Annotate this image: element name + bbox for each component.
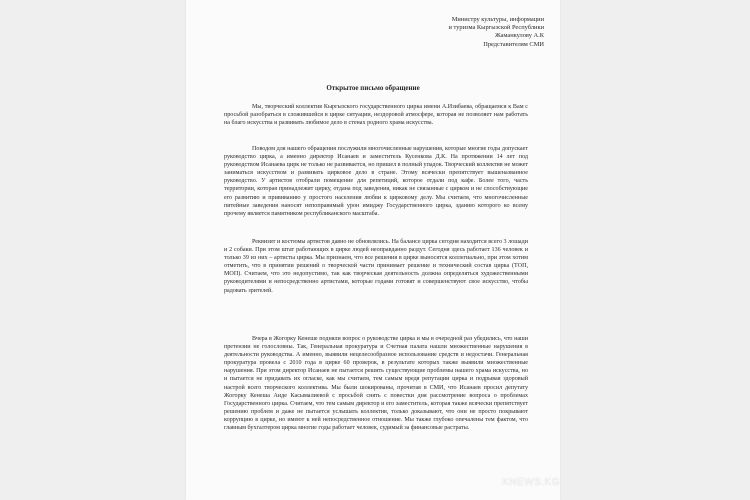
letter-title: Открытое письмо обращение [326,84,420,92]
letter-paragraph: Вчера в Жогорку Кенеше подняли вопрос о руководстве цирка и мы в очередной раз убедились, что наши претензии не голословны. Так, Генеральная прокуратура и Счетная палата нашли множественные нарушения в деятельности руководства. А именно, выявили нецелесообразное использование средств и недостачи. Генеральная прокуратура провела с 2010 года в цирке 60 проверок, в результате которых также выявили множественные нарушения. При этом директор Исанаев не пытается решить существующие проблемы нашего храма искусства, но и пытается не придавать их огласке, как мы считаем, тем самым вредя репутации цирка и подрывая здоровый настрой всего творческого коллектива. Мы были шокированы, прочитав в СМИ, что Исанаев просил депутату Жогорку Кенеша Аиде Касымалиевой с просьбой снять с повестки дня рассмотрение вопроса о проблемах Государственного цирка. Считаем, что тем самым директор и его заместитель, которая также всячески препятствует решению проблем и даже не пытается услышать коллектив, только доказывают, что они не просто покрывают коррупцию в цирке, но имеют к ней непосредственное отношение. Мы также глубоко опечалены тем фактом, что главным бухгалтером цирка многие годы работает человек, судимый за финансовые растраты. [224,336,528,432]
addressee-line: Министру культуры, информации [451,16,544,23]
letter-page [186,0,560,500]
addressee-line: Жаманкулову А.К [494,32,544,40]
addressee-block [394,16,544,49]
letter-paragraph: Реквизит и костюмы артистов давно не обновлялись. На балансе цирка сегодня находится всего 3 лошади и 2 собаки. При этом штат работающих в цирке людей неоправданно раздут. Сегодня здесь работает 136 человек и только 39 из них – артисты цирка. Мы признаем, что все решения в цирке выносятся коллегиально, при этом хотим отметить, что в принятии решений о творческой части принимает решение и технический состав цирка (ТОП, МОП). Считаем, что это недопустимо, так как творческая деятельность должна определяться художественными руководителями и непосредственно артистами, которые годами готовят и совершенствуют свое искусство, чтобы радовать зрителей. [224,239,528,294]
addressee-line: Представителям СМИ [483,40,544,48]
letter-paragraph: Поводом для нашего обращения послужили многочисленные нарушения, которые многие годы допускает руководство цирка, а именно директор Исанаев и заместитель Кусенкова Д.К. На протяжении 14 лет под руководством Исанаева цирк не только не развивается, но пришел в полный упадок. Творческий коллектив не может заниматься искусством и развивать цирковое дело в стране. Этому всячески препятствует вышеназванное руководство. У артистов отобрали помещение для репетиций, которое отдали под кафе. Более того, часть территории, которая принадлежит цирку, отдана под заведения, никак не связанные с цирком и не способствующие его развитию и прививанию у простого населения любви к цирковому делу. Мы считаем, что многочисленные питейные заведения наносят непоправимый урон имиджу Государственного цирка, зданию которого ко всему прочему является памятником республиканского масштаба. [224,146,528,217]
watermark: KNEWS.KG [502,477,560,488]
letter-paragraph: Мы, творческий коллектив Кыргызского государственного цирка имени А.Изибаева, обращаемся к Вам с просьбой разобраться в сложившейся в цирке ситуации, нездоровой атмосфере, которая не позволяет нам работать на благо искусства и развивать любимое дело в стенах родного храма искусства. [224,104,528,127]
addressee-line: и туризма Кыргызской Республики [448,24,544,32]
